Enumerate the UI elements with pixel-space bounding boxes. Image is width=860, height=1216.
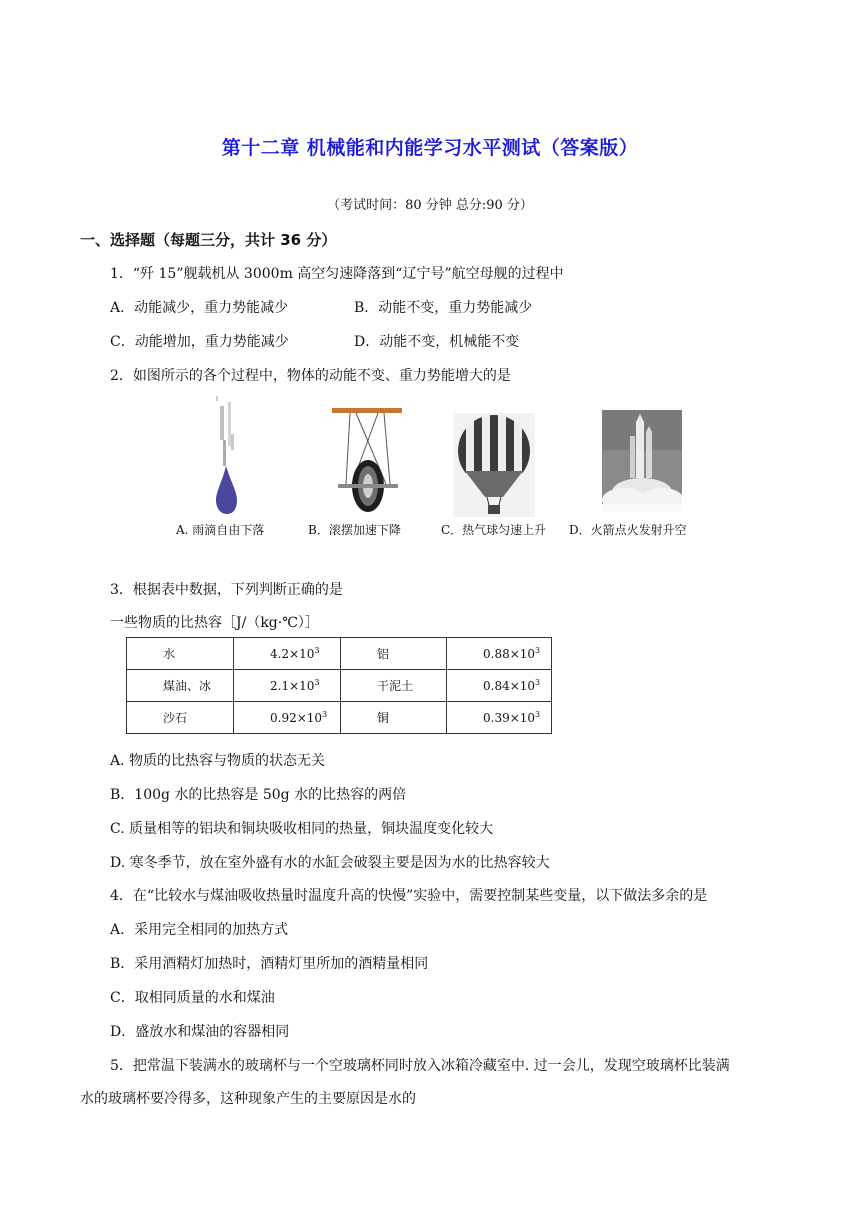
figure-caption-d: D．火箭点火发射升空	[569, 523, 687, 537]
figure-caption-b: B．滚摆加速下降	[308, 523, 401, 537]
table-row	[127, 638, 552, 670]
q4-stem: 4．在“比较水与煤油吸收热量时温度升高的快慢”实验中，需要控制某些变量，以下做法多余的是	[110, 888, 708, 904]
table-caption: 一些物质的比热容［J/（kg·℃）］	[110, 615, 319, 631]
q3-option-b: B．100g 水的比热容是 50g 水的比热容的两倍	[110, 787, 407, 803]
table-cell: 铝	[341, 638, 447, 670]
table-cell: 煤油、冰	[127, 670, 234, 702]
table-cell: 沙石	[127, 702, 234, 734]
q5-stem-line1: 5．把常温下装满水的玻璃杯与一个空玻璃杯同时放入冰箱冷藏室中. 过一会儿，发现空玻璃杯比装满	[110, 1058, 730, 1074]
q3-option-d: D. 寒冬季节，放在室外盛有水的水缸会破裂主要是因为水的比热容较大	[110, 855, 550, 871]
q4-option-b: B．采用酒精灯加热时，酒精灯里所加的酒精量相同	[110, 956, 429, 972]
table-cell: 水	[127, 638, 234, 670]
specific-heat-table	[126, 637, 552, 734]
figure-caption-a: A. 雨滴自由下落	[176, 523, 265, 537]
section-heading: 一、选择题（每题三分，共计 36 分）	[80, 231, 337, 249]
table-cell: $0.39\times 10^3$	[447, 702, 552, 734]
exam-info: （考试时间：80 分钟 总分:90 分）	[327, 198, 533, 213]
table-cell: $0.84\times 10^3$	[447, 670, 552, 702]
q3-stem: 3．根据表中数据，下列判断正确的是	[110, 582, 343, 598]
table-cell: 干泥土	[341, 670, 447, 702]
q5-stem-line2: 水的玻璃杯要冷得多，这种现象产生的主要原因是水的	[80, 1091, 416, 1107]
q1-option-d: D．动能不变，机械能不变	[354, 334, 520, 350]
q4-option-d: D．盛放水和煤油的容器相同	[110, 1024, 290, 1040]
q1-option-a: A．动能减少，重力势能减少	[110, 300, 289, 316]
table-cell: $2.1\times 10^3$	[234, 670, 341, 702]
q1-option-b: B．动能不变，重力势能减少	[354, 300, 533, 316]
page-title: 第十二章 机械能和内能学习水平测试（答案版）	[221, 137, 639, 159]
table-row	[127, 702, 552, 734]
q1-option-c: C．动能增加，重力势能减少	[110, 334, 289, 350]
q4-option-c: C．取相同质量的水和煤油	[110, 990, 275, 1006]
table-cell: $0.92\times 10^3$	[234, 702, 341, 734]
table-cell: 铜	[341, 702, 447, 734]
table-cell: $0.88\times 10^3$	[447, 638, 552, 670]
figure-caption-c: C．热气球匀速上升	[441, 523, 547, 537]
q3-option-a: A. 物质的比热容与物质的状态无关	[110, 753, 326, 769]
table-cell: $4.2\times 10^3$	[234, 638, 341, 670]
q1-stem: 1．“歼 15”舰载机从 3000m 高空匀速降落到“辽宁号”航空母舰的过程中	[110, 266, 564, 282]
q3-option-c: C. 质量相等的铝块和铜块吸收相同的热量，铜块温度变化较大	[110, 821, 494, 837]
maxwell-wheel-figure	[330, 404, 406, 516]
table-row	[127, 670, 552, 702]
q2-stem: 2．如图所示的各个过程中，物体的动能不变、重力势能增大的是	[110, 368, 511, 384]
hot-air-balloon-figure	[453, 413, 535, 517]
q4-option-a: A．采用完全相同的加热方式	[110, 922, 289, 938]
rocket-launch-figure	[602, 410, 682, 512]
raindrop-figure	[200, 396, 250, 516]
